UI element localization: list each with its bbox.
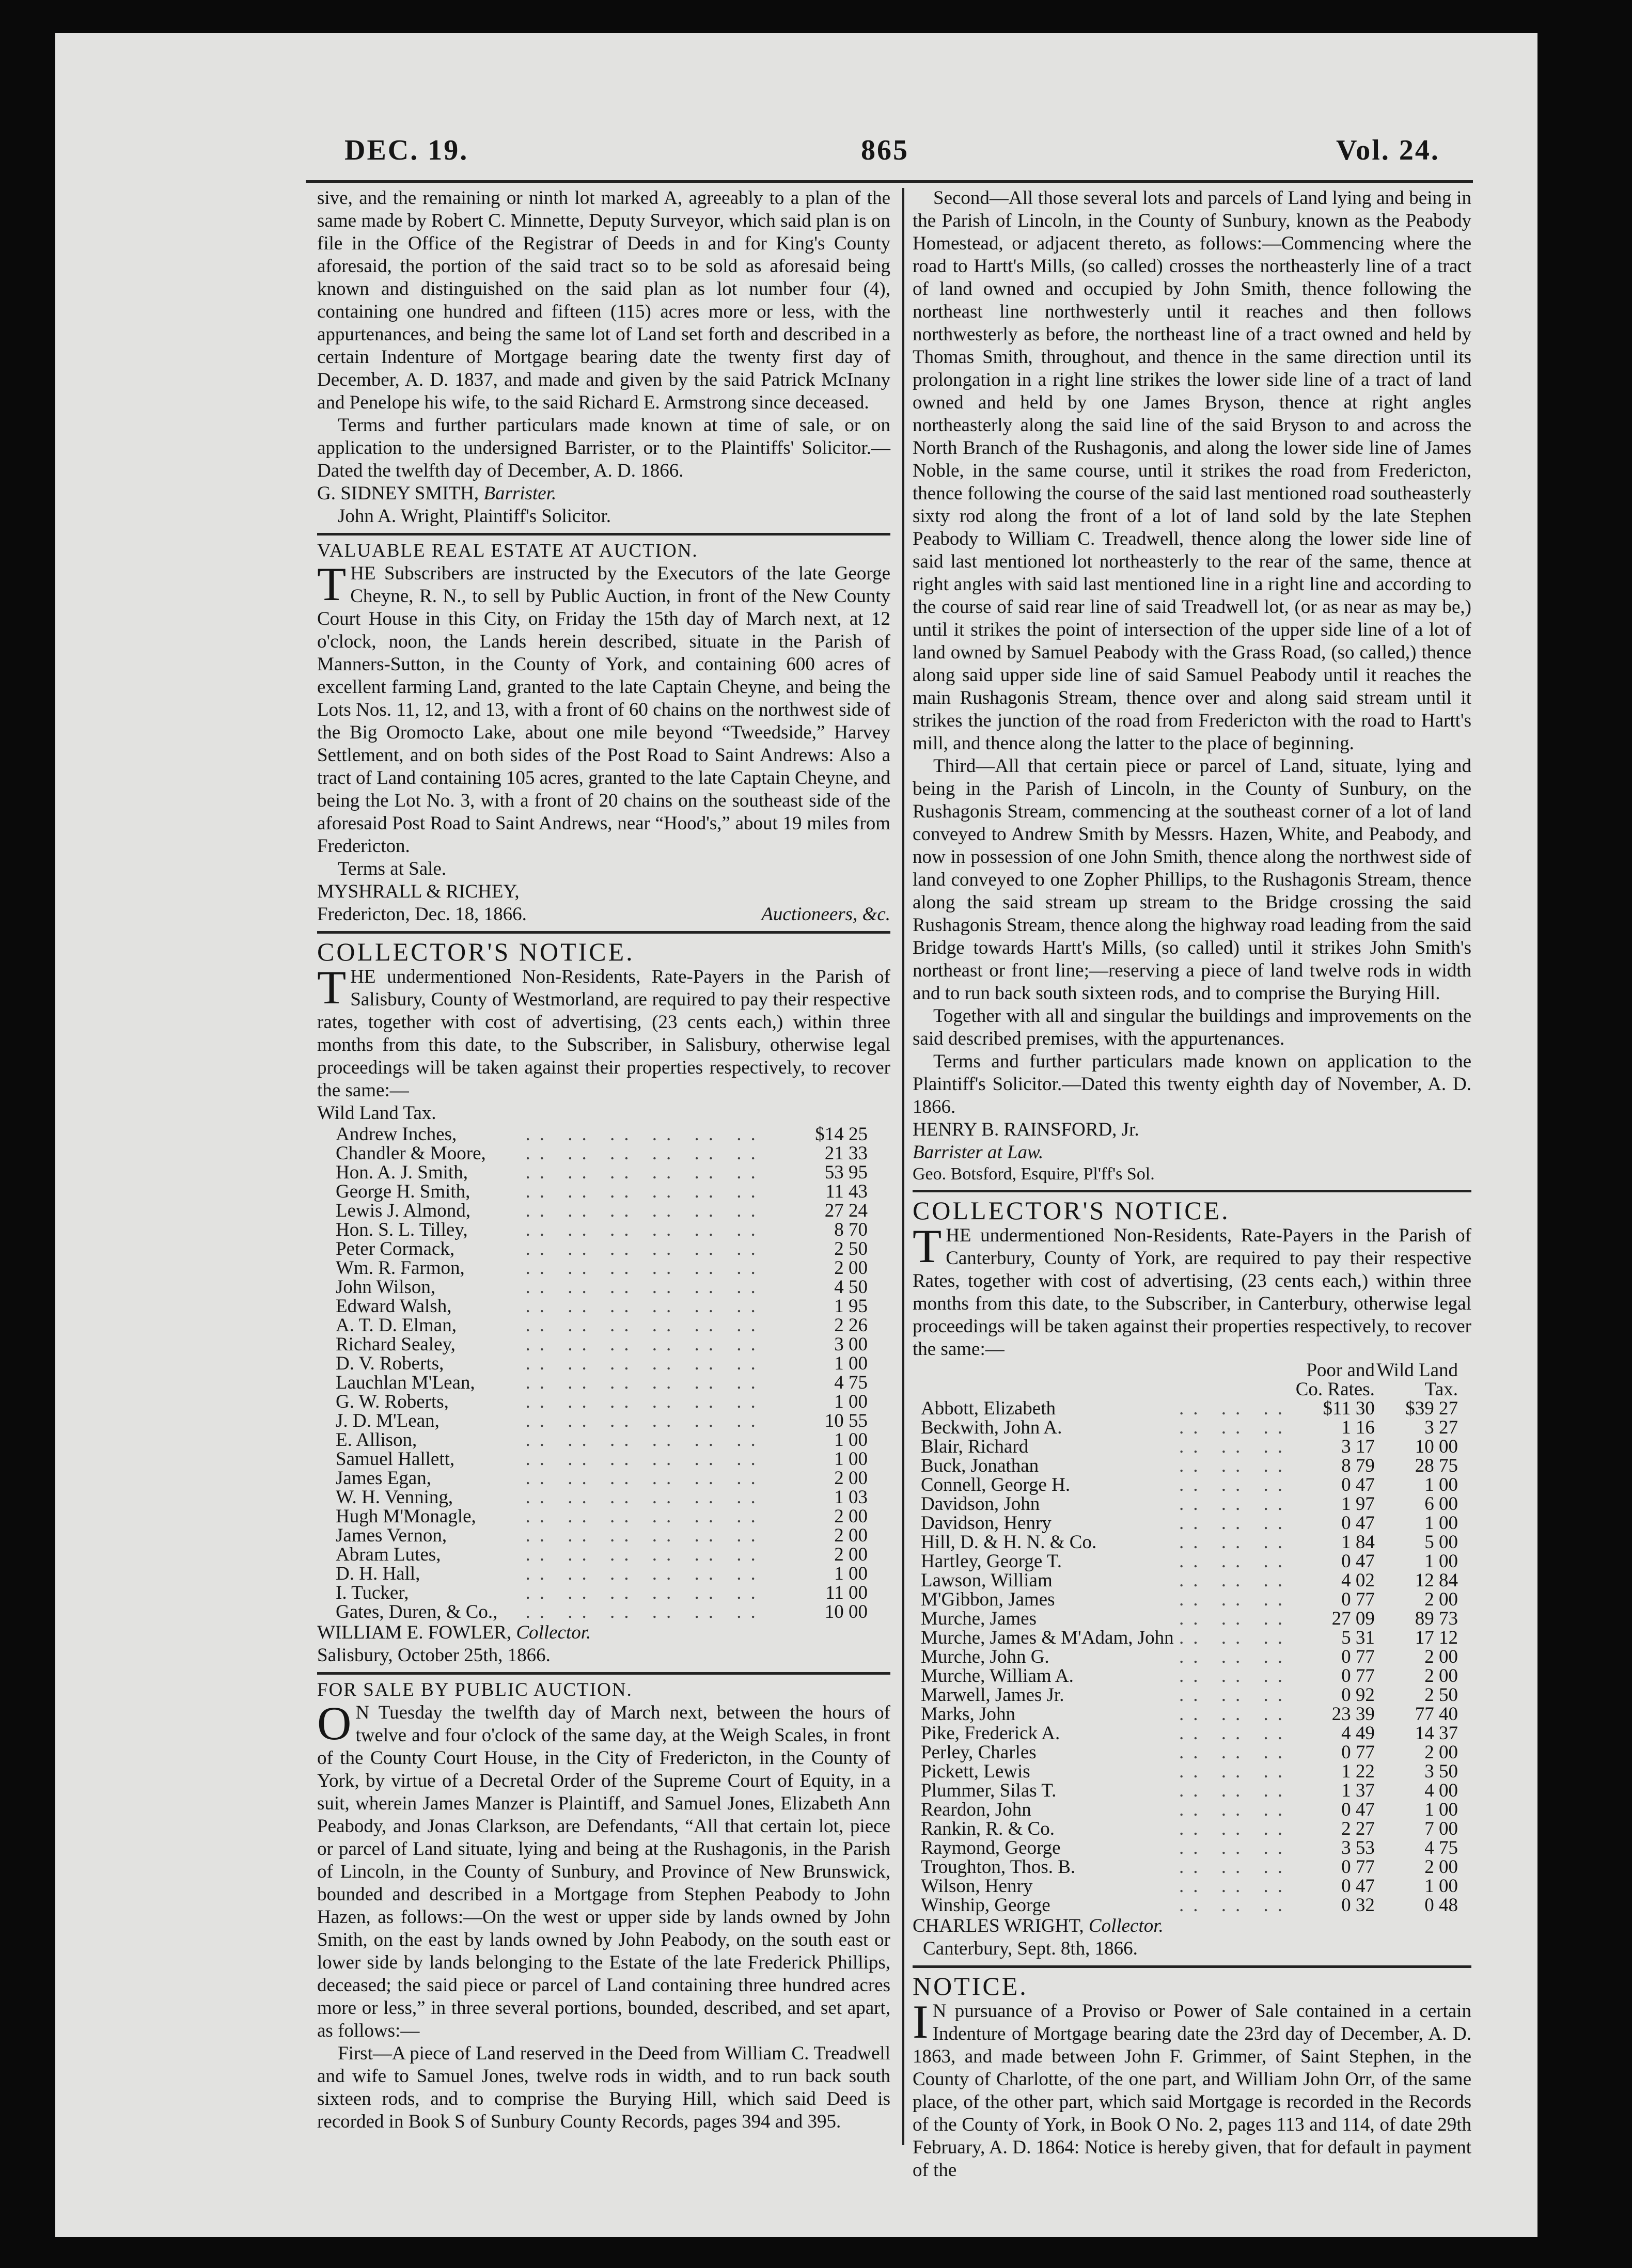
poor-rate: 3 17 (1341, 1436, 1375, 1457)
rate-row (921, 1819, 1458, 1838)
tax-amount: 2 00 (834, 1544, 868, 1565)
tax-amount: 2 26 (834, 1315, 868, 1336)
tax-row (336, 1201, 868, 1220)
continued-text: sive, and the remaining or ninth lot marked A, agreeably to a plan of the same made by Robert C. Minnette, Deputy Surveyor, which said plan is on file in the Office of the Registrar of Deeds in and for King's County aforesaid, the portion of the said tract so to be sold as aforesaid being known and distinguished on the said plan as lot number four (4), containing one hundred and fifteen (115) acres more or less, with the appurtenances, and being the same lot of Land set forth and described in a certain Indenture of Mortgage bearing date the twenty first day of December, A. D. 1837, and made and given by the said Patrick McInany and Penelope his wife, to the said Richard E. Armstrong since deceased. (317, 187, 890, 413)
drop-cap: I (913, 1995, 929, 2048)
payer-name: Peter Cormack, (336, 1238, 455, 1259)
wild-land-tax: 77 40 (1415, 1704, 1458, 1725)
payer-name: Gates, Duren, & Co., (336, 1601, 498, 1623)
leader-dots: .. .. .. (1179, 1780, 1292, 1801)
tax-amount: 1 00 (834, 1429, 868, 1451)
rate-row (921, 1514, 1458, 1533)
rate-row (921, 1475, 1458, 1494)
poor-rate: 4 02 (1341, 1570, 1375, 1591)
payer-name: Murche, William A. (921, 1665, 1074, 1687)
poor-rate: 3 53 (1341, 1837, 1375, 1858)
estate-footer: Fredericton, Dec. 18, 1866. Auctioneers, &c. (317, 904, 890, 925)
leader-dots: .. .. .. .. .. .. (525, 1124, 765, 1145)
payer-name: Pickett, Lewis (921, 1761, 1030, 1782)
payer-name: A. T. D. Elman, (336, 1315, 457, 1336)
wild-land-tax: 1 00 (1424, 1474, 1458, 1495)
rate-row (921, 1628, 1458, 1647)
payer-name: I. Tucker, (336, 1582, 409, 1603)
wild-land-tax: 17 12 (1415, 1627, 1458, 1648)
tax-amount: $14 25 (815, 1124, 868, 1145)
payer-name: Hill, D. & H. N. & Co. (921, 1532, 1097, 1553)
wild-land-tax: 3 50 (1424, 1761, 1458, 1782)
payer-name: Lauchlan M'Lean, (336, 1372, 475, 1393)
payer-name: John Wilson, (336, 1277, 436, 1298)
rainsford-signature: HENRY B. RAINSFORD, Jr. (913, 1119, 1139, 1140)
leader-dots: .. .. .. .. .. .. (525, 1353, 765, 1374)
payer-name: Blair, Richard (921, 1436, 1029, 1457)
payer-name: Plummer, Silas T. (921, 1780, 1057, 1801)
poor-rate: 0 47 (1341, 1799, 1375, 1820)
notice2-body: THE undermentioned Non-Residents, Rate-Payers in the Parish of Canterbury, County of York, are required to pay their respective Rates, together with cost of advertising, (23 cents each,) within three months from this date, to the Subscriber, in Canterbury, otherwise legal proceedings will be taken against their properties respectively, to recover the same:— (913, 1220, 1471, 1360)
tax-amount: 53 95 (824, 1162, 868, 1183)
wild-land-tax: 2 00 (1424, 1589, 1458, 1610)
poor-rate: 0 32 (1341, 1895, 1375, 1916)
tax-row (336, 1373, 868, 1392)
rate-row (921, 1533, 1458, 1552)
payer-name: Murche, John G. (921, 1646, 1049, 1667)
tax-amount: 2 00 (834, 1506, 868, 1527)
leader-dots: .. .. .. (1179, 1876, 1292, 1897)
tax-amount: 2 00 (834, 1468, 868, 1489)
payer-name: D. H. Hall, (336, 1563, 420, 1584)
payer-name: Marks, John (921, 1704, 1015, 1725)
tax-amount: 1 00 (834, 1448, 868, 1470)
leader-dots: .. .. .. .. .. .. (525, 1487, 765, 1508)
poor-rate: 5 31 (1341, 1627, 1375, 1648)
payer-name: Davidson, John (921, 1493, 1040, 1515)
leader-dots: .. .. .. (1179, 1589, 1292, 1610)
wild-land-tax: 89 73 (1415, 1608, 1458, 1629)
tax-row (336, 1335, 868, 1354)
collector-notice-title: COLLECTOR'S NOTICE. (317, 937, 635, 966)
tax-row (336, 1125, 868, 1144)
leader-dots: .. .. .. (1179, 1856, 1292, 1878)
poor-rate: 0 92 (1341, 1684, 1375, 1706)
separator (317, 931, 890, 934)
wild-land-tax: 1 00 (1424, 1513, 1458, 1534)
wild-land-tax: 1 00 (1424, 1551, 1458, 1572)
leader-dots: .. .. .. .. .. .. (525, 1448, 765, 1470)
leader-dots: .. .. .. .. .. .. (525, 1544, 765, 1565)
payer-name: Beckwith, John A. (921, 1417, 1062, 1438)
poor-rate: 1 97 (1341, 1493, 1375, 1515)
col-head-wild: Wild Land (1376, 1360, 1458, 1381)
leader-dots: .. .. .. .. .. .. (525, 1468, 765, 1489)
rate-row (921, 1781, 1458, 1800)
wild-land-tax: 0 48 (1424, 1895, 1458, 1916)
leader-dots: .. .. .. (1179, 1493, 1292, 1515)
tax-row (336, 1602, 868, 1621)
leader-dots: .. .. .. .. .. .. (525, 1143, 765, 1164)
collector-notice-title-2: COLLECTOR'S NOTICE. (913, 1196, 1230, 1225)
tax-amount: 8 70 (834, 1219, 868, 1240)
leader-dots: .. .. .. (1179, 1570, 1292, 1591)
sale-together: Together with all and singular the buildings and improvements on the said described premises, with the appurtenances. (913, 1005, 1471, 1049)
rate-row (921, 1647, 1458, 1666)
rate-row (921, 1609, 1458, 1628)
leader-dots: .. .. .. .. .. .. (525, 1391, 765, 1412)
poor-rate: 1 37 (1341, 1780, 1375, 1801)
leader-dots: .. .. .. .. .. .. (525, 1238, 765, 1259)
poor-rate: 23 39 (1331, 1704, 1375, 1725)
leader-dots: .. .. .. (1179, 1837, 1292, 1858)
rate-row (921, 1437, 1458, 1456)
rates-table (921, 1361, 1458, 1915)
volume: Vol. 24. (1336, 134, 1440, 166)
column-divider (902, 188, 904, 2145)
leader-dots: .. .. .. (1179, 1455, 1292, 1476)
drop-cap: T (913, 1220, 942, 1272)
wright-signature: CHARLES WRIGHT, Collector. (913, 1915, 1164, 1936)
payer-name: Winship, George (921, 1895, 1050, 1916)
payer-name: Davidson, Henry (921, 1513, 1052, 1534)
separator (913, 1190, 1471, 1192)
tax-row (336, 1144, 868, 1163)
leader-dots: .. .. .. .. .. .. (525, 1525, 765, 1546)
leader-dots: .. .. .. .. .. .. (525, 1296, 765, 1317)
poor-rate: 0 77 (1341, 1589, 1375, 1610)
leader-dots: .. .. .. (1179, 1895, 1292, 1916)
rate-row (921, 1838, 1458, 1857)
leader-dots: .. .. .. (1179, 1742, 1292, 1763)
drop-cap: T (317, 558, 347, 610)
poor-rate: 1 16 (1341, 1417, 1375, 1438)
tax-row (336, 1297, 868, 1316)
payer-name: George H. Smith, (336, 1181, 470, 1202)
tax-amount: 2 50 (834, 1238, 868, 1259)
rate-row (921, 1552, 1458, 1571)
estate-body: THE Subscribers are instructed by the Executors of the late George Cheyne, R. N., to sell by Public Auction, in front of the New County Court House in this City, on Friday the 15th day of March next, at 12 o'clock, noon, the Lands herein described, situate in the Parish of Manners-Sutton, in the County of York, and containing 600 acres of excellent farming Land, granted to the late Captain Cheyne, and being the Lots Nos. 11, 12, and 13, with a front of 60 chains on the northwest side of the Big Oromocto Lake, about one mile beyond “Tweedside,” Harvey Settlement, and on both sides of the Post Road to Saint Andrews: Also a tract of Land containing 105 acres, granted to the late Captain Cheyne, and being the Lot No. 3, with a front of 20 chains on the southeast side of the aforesaid Post Road to Saint Andrews, near “Hood's,” about 19 miles from Fredericton. (317, 558, 890, 857)
tax-amount: 1 00 (834, 1563, 868, 1584)
notice-date: Salisbury, October 25th, 1866. (317, 1645, 551, 1666)
mortgage-body: I N pursuance of a Proviso or Power of Sale contained in a certain Indenture of Mortgage bearing date the 23rd day of December, A. D. 1863, and made between John F. Grimmer, of Saint Stephen, in the County of Charlotte, of the one part, and William John Orr, of the same place, of the other part, which said Mortgage is recorded in the Records of the County of York, in Book O No. 2, pages 113 and 114, of date 29th February, A. D. 1864: Notice is hereby given, that for default in payment of the (913, 1995, 1471, 2181)
header-rule (306, 180, 1473, 183)
sale-terms: Terms and further particulars made known on application to the Plaintiff's Solicitor.—Dated this twenty eighth day of November, A. D. 1866. (913, 1051, 1471, 1117)
payer-name: Hugh M'Monagle, (336, 1506, 476, 1527)
payer-name: Andrew Inches, (336, 1124, 457, 1145)
newspaper-page (55, 33, 1537, 2237)
payer-name: Lewis J. Almond, (336, 1200, 471, 1221)
auction-title: VALUABLE REAL ESTATE AT AUCTION. (317, 540, 698, 561)
payer-name: Marwell, James Jr. (921, 1684, 1064, 1706)
poor-rate: 4 49 (1341, 1723, 1375, 1744)
rate-row (921, 1800, 1458, 1819)
payer-name: Troughton, Thos. B. (921, 1856, 1076, 1878)
payer-name: Abram Lutes, (336, 1544, 441, 1565)
rate-row (921, 1724, 1458, 1743)
payer-name: Reardon, John (921, 1799, 1031, 1820)
tax-row (336, 1450, 868, 1469)
leader-dots: .. .. .. (1179, 1646, 1292, 1667)
rate-row (921, 1456, 1458, 1475)
leader-dots: .. .. .. (1179, 1665, 1292, 1687)
wild-land-tax: 14 37 (1415, 1723, 1458, 1744)
tax-row (336, 1182, 868, 1201)
wild-land-tax: 6 00 (1424, 1493, 1458, 1515)
rate-row (921, 1686, 1458, 1705)
payer-name: D. V. Roberts, (336, 1353, 444, 1374)
leader-dots: .. .. .. .. .. .. (525, 1410, 765, 1431)
rate-row (921, 1666, 1458, 1686)
leader-dots: .. .. .. (1179, 1551, 1292, 1572)
leader-dots: .. .. .. .. .. .. (525, 1162, 765, 1183)
poor-rate: 0 47 (1341, 1474, 1375, 1495)
collector-signature: WILLIAM E. FOWLER, Collector. (317, 1622, 591, 1643)
poor-rate: 0 77 (1341, 1665, 1375, 1687)
wild-land-tax: 2 00 (1424, 1646, 1458, 1667)
drop-cap: T (317, 961, 347, 1014)
wild-land-tax: 2 00 (1424, 1742, 1458, 1763)
leader-dots: .. .. .. (1179, 1723, 1292, 1744)
tax-amount: 1 03 (834, 1487, 868, 1508)
tax-row (336, 1564, 868, 1583)
wild-land-tax: 4 00 (1424, 1780, 1458, 1801)
leader-dots: .. .. .. .. .. .. (525, 1315, 765, 1336)
leader-dots: .. .. .. (1179, 1627, 1292, 1648)
leader-dots: .. .. .. .. .. .. (525, 1372, 765, 1393)
payer-name: Abbott, Elizabeth (921, 1398, 1056, 1419)
poor-rate: 8 79 (1341, 1455, 1375, 1476)
leader-dots: .. .. .. (1179, 1417, 1292, 1438)
payer-name: Buck, Jonathan (921, 1455, 1039, 1476)
payer-name: Hartley, George T. (921, 1551, 1062, 1572)
payer-name: J. D. M'Lean, (336, 1410, 440, 1431)
col-head-tax: Tax. (1424, 1379, 1458, 1400)
poor-rate: 27 09 (1331, 1608, 1375, 1629)
tax-row (336, 1411, 868, 1430)
tax-amount: 21 33 (824, 1143, 868, 1164)
wild-land-tax: 28 75 (1415, 1455, 1458, 1476)
rate-row (921, 1399, 1458, 1418)
payer-name: Pike, Frederick A. (921, 1723, 1060, 1744)
leader-dots: .. .. .. .. .. .. (525, 1219, 765, 1240)
rate-row (921, 1743, 1458, 1762)
wild-land-tax: 7 00 (1424, 1818, 1458, 1839)
tax-row (336, 1488, 868, 1507)
payer-name: Wm. R. Farmon, (336, 1257, 465, 1279)
col-head-rates: Co. Rates. (1295, 1379, 1375, 1400)
sale-third: Third—All that certain piece or parcel of Land, situate, lying and being in the Parish of Lincoln, in the County of Sunbury, on the Rushagonis Stream, commencing at the southeast corner of a lot of land conveyed to Andrew Smith by Messrs. Hazen, White, and Peabody, and now in possession of one John Smith, thence along the northwest side of land conveyed to one Zopher Phillips, to the Rushagonis Stream, thence along the said stream up stream to the Bridge crossing the said Rushagonis Stream, thence along the highway road leading from the said Bridge towards Hartt's Mills, (so called) until it strikes John Smith's northeast or front line;—reserving a piece of land twelve rods in width and to run back south sixteen rods, and to comprise the Burying Hill. (913, 755, 1471, 1004)
wild-land-tax: $39 27 (1405, 1398, 1458, 1419)
rate-row (921, 1877, 1458, 1896)
tax-row (336, 1469, 868, 1488)
poor-rate: 1 22 (1341, 1761, 1375, 1782)
tax-row (336, 1507, 868, 1526)
leader-dots: .. .. .. .. .. .. (525, 1257, 765, 1279)
wild-land-tax: 10 00 (1415, 1436, 1458, 1457)
tax-amount: 4 75 (834, 1372, 868, 1393)
terms-text: Terms and further particulars made known at time of sale, or on application to the undersigned Barrister, or to the Plaintiffs' Solicitor.—Dated the twelfth day of December, A. D. 1866. (317, 415, 890, 481)
tax-row (336, 1163, 868, 1182)
leader-dots: .. .. .. .. .. .. (525, 1200, 765, 1221)
payer-name: Connell, George H. (921, 1474, 1071, 1495)
barrister-signature: G. SIDNEY SMITH, Barrister. (317, 483, 557, 504)
wild-land-tax: 4 75 (1424, 1837, 1458, 1858)
estate-terms: Terms at Sale. (338, 858, 447, 879)
leader-dots: .. .. .. .. .. .. (525, 1429, 765, 1451)
rainsford-role: Barrister at Law. (913, 1142, 1044, 1163)
tax-amount: 1 00 (834, 1353, 868, 1374)
tax-row (336, 1316, 868, 1335)
leader-dots: .. .. .. (1179, 1799, 1292, 1820)
payer-name: W. H. Venning, (336, 1487, 453, 1508)
leader-dots: .. .. .. (1179, 1398, 1292, 1419)
payer-name: Raymond, George (921, 1837, 1061, 1858)
leader-dots: .. .. .. (1179, 1704, 1292, 1725)
leader-dots: .. .. .. .. .. .. (525, 1563, 765, 1584)
leader-dots: .. .. .. (1179, 1474, 1292, 1495)
poor-rate: 0 47 (1341, 1551, 1375, 1572)
auctioneers-name: MYSHRALL & RICHEY, (317, 881, 520, 902)
tax-row (336, 1392, 868, 1411)
tax-table (336, 1125, 868, 1621)
separator (317, 1672, 890, 1675)
rate-row (921, 1418, 1458, 1437)
payer-name: Rankin, R. & Co. (921, 1818, 1055, 1839)
payer-name: E. Allison, (336, 1429, 417, 1451)
tax-amount: 27 24 (824, 1200, 868, 1221)
sale-title: FOR SALE BY PUBLIC AUCTION. (317, 1679, 633, 1700)
tax-row (336, 1526, 868, 1545)
leader-dots: .. .. .. .. .. .. (525, 1181, 765, 1202)
leader-dots: .. .. .. .. .. .. (525, 1601, 765, 1623)
issue-date: DEC. 19. (344, 134, 469, 166)
tax-row (336, 1258, 868, 1278)
poor-rate: 0 47 (1341, 1876, 1375, 1897)
payer-name: Samuel Hallett, (336, 1448, 455, 1470)
rate-row (921, 1705, 1458, 1724)
leader-dots: .. .. .. .. .. .. (525, 1334, 765, 1355)
rate-row (921, 1896, 1458, 1915)
leader-dots: .. .. .. (1179, 1532, 1292, 1553)
payer-name: Lawson, William (921, 1570, 1053, 1591)
payer-name: Chandler & Moore, (336, 1143, 486, 1164)
poor-rate: 0 47 (1341, 1513, 1375, 1534)
tax-column-header: Wild Land Tax. (317, 1102, 436, 1124)
tax-amount: 11 00 (825, 1582, 868, 1603)
notice-body: THE undermentioned Non-Residents, Rate-Payers in the Parish of Salisbury, County of Westmorland, are required to pay their respective rates, together with cost of advertising, (23 cents each,) within three months from this date, to the Subscriber, in Salisbury, otherwise legal proceedings will be taken against their properties respectively, to recover the same:— (317, 961, 890, 1101)
wild-land-tax: 2 00 (1424, 1665, 1458, 1687)
solicitor-line: John A. Wright, Plaintiff's Solicitor. (338, 506, 611, 527)
rate-row (921, 1494, 1458, 1514)
leader-dots: .. .. .. (1179, 1608, 1292, 1629)
tax-amount: 2 00 (834, 1525, 868, 1546)
payer-name: James Egan, (336, 1468, 431, 1489)
sale-body: O N Tuesday the twelfth day of March next, between the hours of twelve and four o'clock of the same day, at the Weigh Scales, in front of the County Court House, in the City of Fredericton, in the County of York, by virtue of a Decretal Order of the Supreme Court of Equity, in a suit, wherein James Manzer is Plaintiff, and Samuel Jones, Elizabeth Ann Peabody, and Jonas Clarkson, are Defendants, “All that certain lot, piece or parcel of Land situate, lying and being at the Rushagonis, in the Parish of Lincoln, in the County of Sunbury, and Province of New Brunswick, bounded and described in a Mortgage from Stephen Peabody to John Hazen, as follows:—On the west or upper side by lands owned by John Smith, on the east by lands owned by John Peabody, on the south east or lower side by lands belonging to the Estate of the late Frederick Phillips, deceased; the said piece or parcel of Land containing three hundred acres more or less,” in three several portions, bounded, described, and set apart, as follows:— (317, 1697, 890, 2041)
tax-amount: 10 00 (824, 1601, 868, 1623)
leader-dots: .. .. .. (1179, 1684, 1292, 1706)
tax-row (336, 1278, 868, 1297)
tax-row (336, 1354, 868, 1373)
wild-land-tax: 2 50 (1424, 1684, 1458, 1706)
tax-amount: 2 00 (834, 1257, 868, 1279)
poor-rate: 2 27 (1341, 1818, 1375, 1839)
drop-cap: O (317, 1697, 352, 1750)
payer-name: Hon. S. L. Tilley, (336, 1219, 468, 1240)
tax-row (336, 1583, 868, 1602)
tax-row (336, 1430, 868, 1450)
payer-name: M'Gibbon, James (921, 1589, 1055, 1610)
tax-amount: 3 00 (834, 1334, 868, 1355)
poor-rate: 0 77 (1341, 1742, 1375, 1763)
rate-row (921, 1762, 1458, 1781)
tax-amount: 1 00 (834, 1391, 868, 1412)
leader-dots: .. .. .. .. .. .. (525, 1506, 765, 1527)
left-column (317, 187, 890, 2133)
poor-rate: 0 77 (1341, 1646, 1375, 1667)
payer-name: Murche, James (921, 1608, 1037, 1629)
tax-row (336, 1545, 868, 1564)
page-number: 865 (861, 134, 909, 166)
wild-land-tax: 1 00 (1424, 1799, 1458, 1820)
tax-amount: 11 43 (825, 1181, 868, 1202)
tax-amount: 4 50 (834, 1277, 868, 1298)
plaintiff-solicitor: Geo. Botsford, Esquire, Pl'ff's Sol. (913, 1164, 1155, 1184)
leader-dots: .. .. .. .. .. .. (525, 1277, 765, 1298)
wild-land-tax: 2 00 (1424, 1856, 1458, 1878)
sale-second: Second—All those several lots and parcels of Land lying and being in the Parish of Lincoln, in the County of Sunbury, known as the Peabody Homestead, or adjacent thereto, as follows:—Commencing where the road to Hartt's Mills, (so called) crosses the northeasterly line of a tract of land owned and occupied by John Smith, thence following the northeast line northwesterly until it reaches and then follows northwesterly as before, the northeast line of a tract owned and held by Thomas Smith, throughout, and thence in the same direction until its prolongation in a right line strikes the lower side line of a tract of land owned and held by one James Bryson, thence at right angles northeasterly along the said line of the said Bryson to and across the North Branch of the Rushagonis, and along the lower side line of James Noble, in the same course, until it strikes the road from Fredericton, thence following the course of the said last mentioned road southeasterly sixty rod along the front of a lot of land sold by the late Stephen Peabody to William C. Treadwell, thence along the lower side line of said last mentioned lot northeasterly to the rear of the same, thence at right angles with said last mentioned line in a right line and according to the course of said rear line of said Treadwell lot, (or as near as may be,) until it strikes the point of intersection of the upper side line of a lot of land owned by Samuel Peabody with the Grass Road, (so called,) thence along said upper side line of said Samuel Peabody until it reaches the main Rushagonis Stream, thence over and along said stream until it strikes the junction of the road from Fredericton with the road to Hartt's mill, and thence along the latter to the place of beginning. (913, 187, 1471, 754)
right-column (913, 187, 1471, 2182)
tax-amount: 1 95 (834, 1296, 868, 1317)
separator (317, 533, 890, 536)
sale-first: First—A piece of Land reserved in the Deed from William C. Treadwell and wife to Samuel Jones, twelve rods in width, and to run back south sixteen rods, and to comprise the Burying Hill, which said Deed is recorded in Book S of Sunbury County Records, pages 394 and 395. (317, 2043, 890, 2132)
leader-dots: .. .. .. (1179, 1818, 1292, 1839)
leader-dots: .. .. .. (1179, 1513, 1292, 1534)
tax-row (336, 1239, 868, 1258)
wild-land-tax: 5 00 (1424, 1532, 1458, 1553)
rate-row (921, 1857, 1458, 1877)
notice-title: NOTICE. (913, 1972, 1028, 2001)
poor-rate: 0 77 (1341, 1856, 1375, 1878)
payer-name: James Vernon, (336, 1525, 447, 1546)
tax-amount: 10 55 (824, 1410, 868, 1431)
payer-name: Richard Sealey, (336, 1334, 456, 1355)
rate-row (921, 1571, 1458, 1590)
payer-name: Edward Walsh, (336, 1296, 452, 1317)
payer-name: Murche, James & M'Adam, John (921, 1627, 1174, 1648)
separator (913, 1965, 1471, 1968)
wild-land-tax: 12 84 (1415, 1570, 1458, 1591)
rate-row (921, 1590, 1458, 1609)
payer-name: Perley, Charles (921, 1742, 1037, 1763)
poor-rate: $11 30 (1323, 1398, 1375, 1419)
payer-name: Wilson, Henry (921, 1876, 1033, 1897)
leader-dots: .. .. .. (1179, 1761, 1292, 1782)
wild-land-tax: 3 27 (1424, 1417, 1458, 1438)
poor-rate: 1 84 (1341, 1532, 1375, 1553)
payer-name: G. W. Roberts, (336, 1391, 449, 1412)
col-head-poor: Poor and (1306, 1360, 1375, 1381)
leader-dots: .. .. .. (1179, 1436, 1292, 1457)
tax-row (336, 1220, 868, 1239)
leader-dots: .. .. .. .. .. .. (525, 1582, 765, 1603)
wild-land-tax: 1 00 (1424, 1876, 1458, 1897)
notice2-date: Canterbury, Sept. 8th, 1866. (923, 1938, 1138, 1959)
payer-name: Hon. A. J. Smith, (336, 1162, 468, 1183)
